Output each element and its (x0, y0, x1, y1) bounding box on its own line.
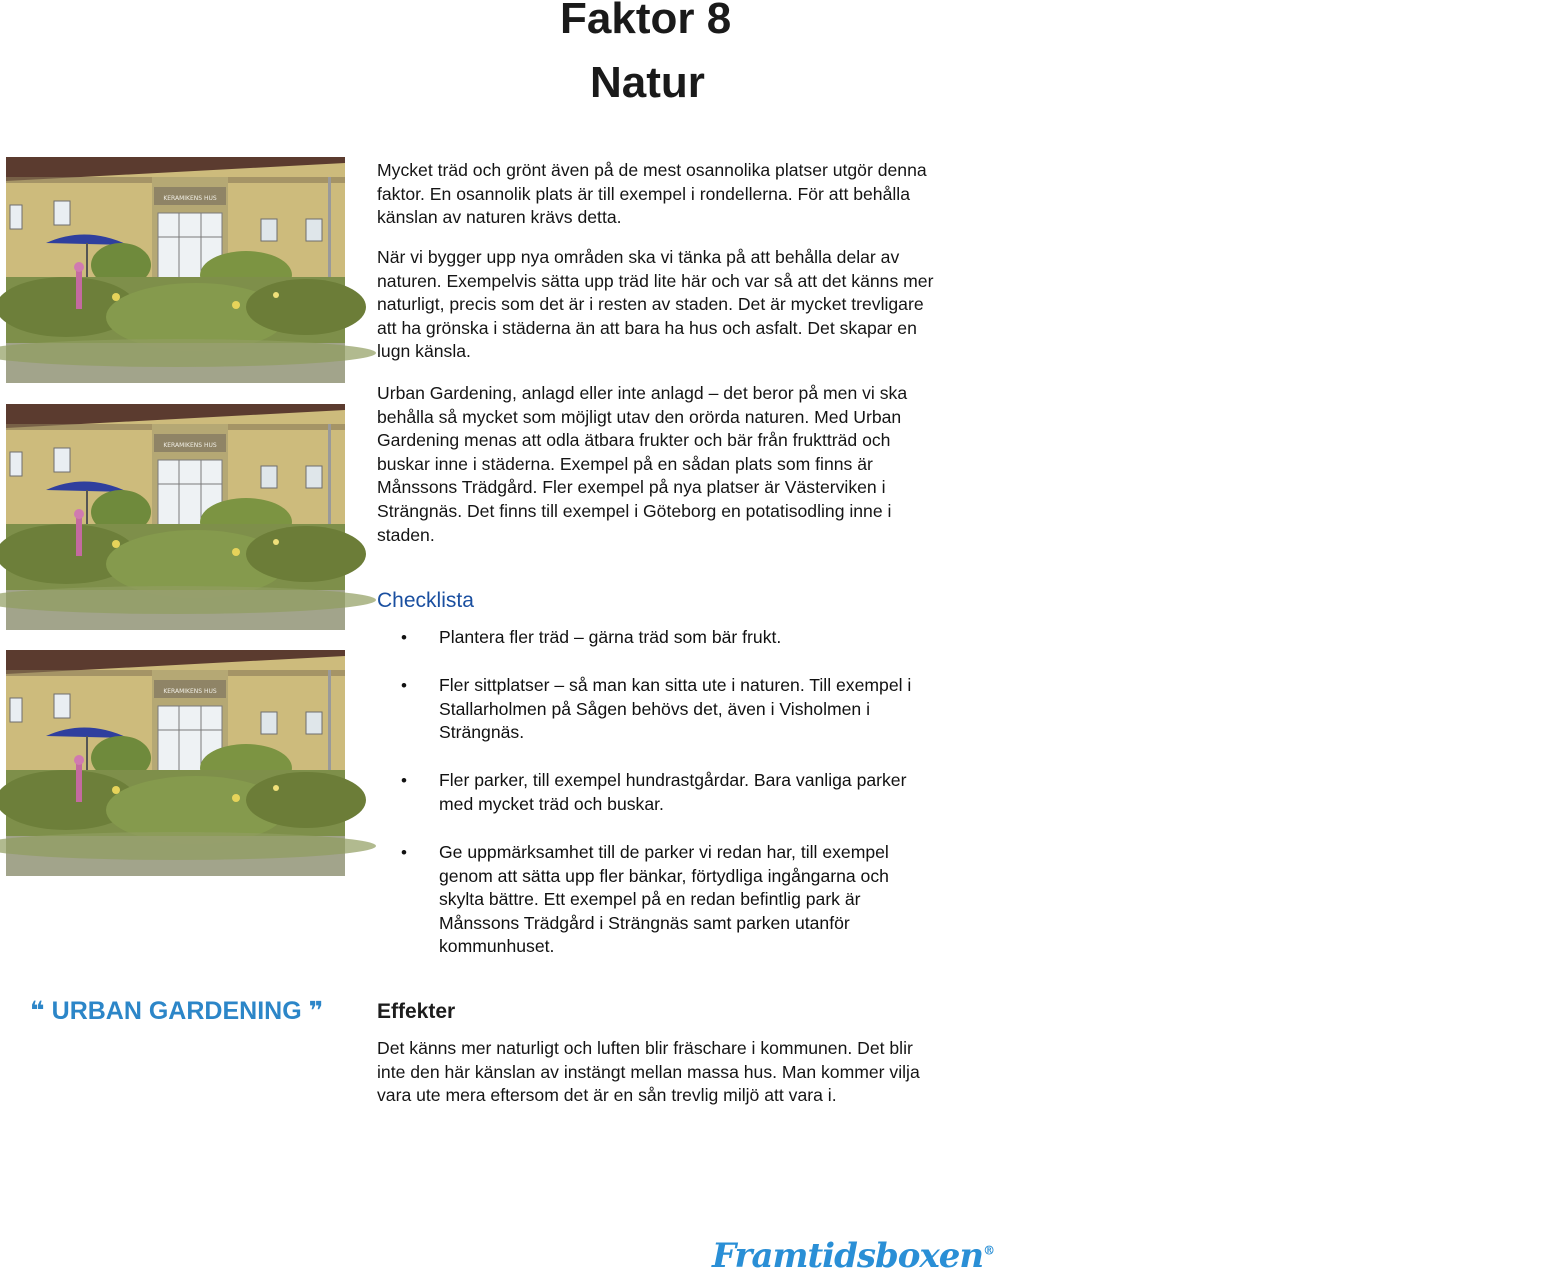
quote-close-icon: ❞ (308, 997, 324, 1025)
intro-paragraph (377, 159, 937, 230)
effects-text: Det känns mer naturligt och luften blir fräschare i kommunen. Det blir inte den här känslan av instängt mellan massa hus. Man kommer vilja vara ute mera eftersom det är en sån trevlig miljö att vara i. (377, 1038, 920, 1106)
urban-gardening-text: URBAN GARDENING (51, 997, 302, 1025)
checklist-item (377, 626, 937, 650)
checklist-item-text: Fler parker, till exempel hundrastgårdar. Bara vanliga parker med mycket träd och buskar. (439, 770, 907, 814)
urban-gardening-label (30, 996, 323, 1026)
bullet-icon: • (401, 676, 407, 696)
checklist-item-text: Plantera fler träd – gärna träd som bär frukt. (439, 627, 782, 647)
checklist-heading: Checklista (377, 589, 474, 612)
effects-heading: Effekter (377, 1000, 456, 1023)
framtidsboxen-logo (712, 1236, 994, 1276)
svg-text:KERAMIKENS HUS: KERAMIKENS HUS (163, 195, 217, 202)
bullet-icon: • (401, 843, 407, 863)
checklist-item (377, 674, 937, 745)
quote-open-icon: ❝ (30, 997, 45, 1025)
checklist-item (377, 769, 937, 816)
svg-text:KERAMIKENS HUS: KERAMIKENS HUS (163, 688, 217, 695)
garden-photo-1 (6, 157, 345, 383)
urban-gardening-paragraph (377, 382, 937, 547)
garden-photo-2 (6, 404, 345, 630)
logo-text: Framtidsboxen (712, 1236, 984, 1276)
bullet-icon: • (401, 628, 407, 647)
urban-gardening-text: Urban Gardening, anlagd eller inte anlagd – det beror på men vi ska behålla så mycket som möjligt utav den orörda naturen. Med Urban Gardening menas att odla ätbara frukter och bär från fruktträd och buskar inne i städerna. Exempel på en sådan plats som finns är Månssons Trädgård. Fler exempel på nya platser är Västerviken i Strängnäs. Det finns till exempel i Göteborg en potatisodling inne i staden. (377, 383, 908, 545)
checklist-item-text: Fler sittplatser – så man kan sitta ute i naturen. Till exempel i Stallarholmen på Sågen behövs det, även i Visholmen i Strängnäs. (439, 675, 912, 743)
nature-text: När vi bygger upp nya områden ska vi tänka på att behålla delar av naturen. Exempelvis sätta upp träd lite här och var så att det känns mer naturligt, precis som det är i resten av staden. Det är mycket trevligare att ha grönska i städerna än att bara ha hus och asfalt. Det skapar en lugn känsla. (377, 247, 934, 362)
registered-mark: ® (983, 1243, 995, 1258)
checklist-item (377, 841, 937, 959)
page-title-line-1: Faktor 8 (560, 0, 732, 43)
effects-paragraph (377, 1037, 937, 1108)
checklist-item-text: Ge uppmärksamhet till de parker vi redan har, till exempel genom att sätta upp fler bänkar, förtydliga ingångarna och skylta bättre. Ett exempel på en redan befintlig park är Månssons Trädgård i Strängnäs samt parken utanför kommunhuset. (439, 842, 889, 957)
svg-text:KERAMIKENS HUS: KERAMIKENS HUS (163, 442, 217, 449)
bullet-icon: • (401, 771, 407, 791)
garden-photo-3 (6, 650, 345, 876)
intro-text: Mycket träd och grönt även på de mest osannolika platser utgör denna faktor. En osannolik plats är till exempel i rondellerna. För att behålla känslan av naturen krävs detta. (377, 160, 927, 228)
page-title-line-2: Natur (590, 58, 705, 107)
checklist (377, 626, 937, 984)
nature-paragraph (377, 246, 937, 364)
